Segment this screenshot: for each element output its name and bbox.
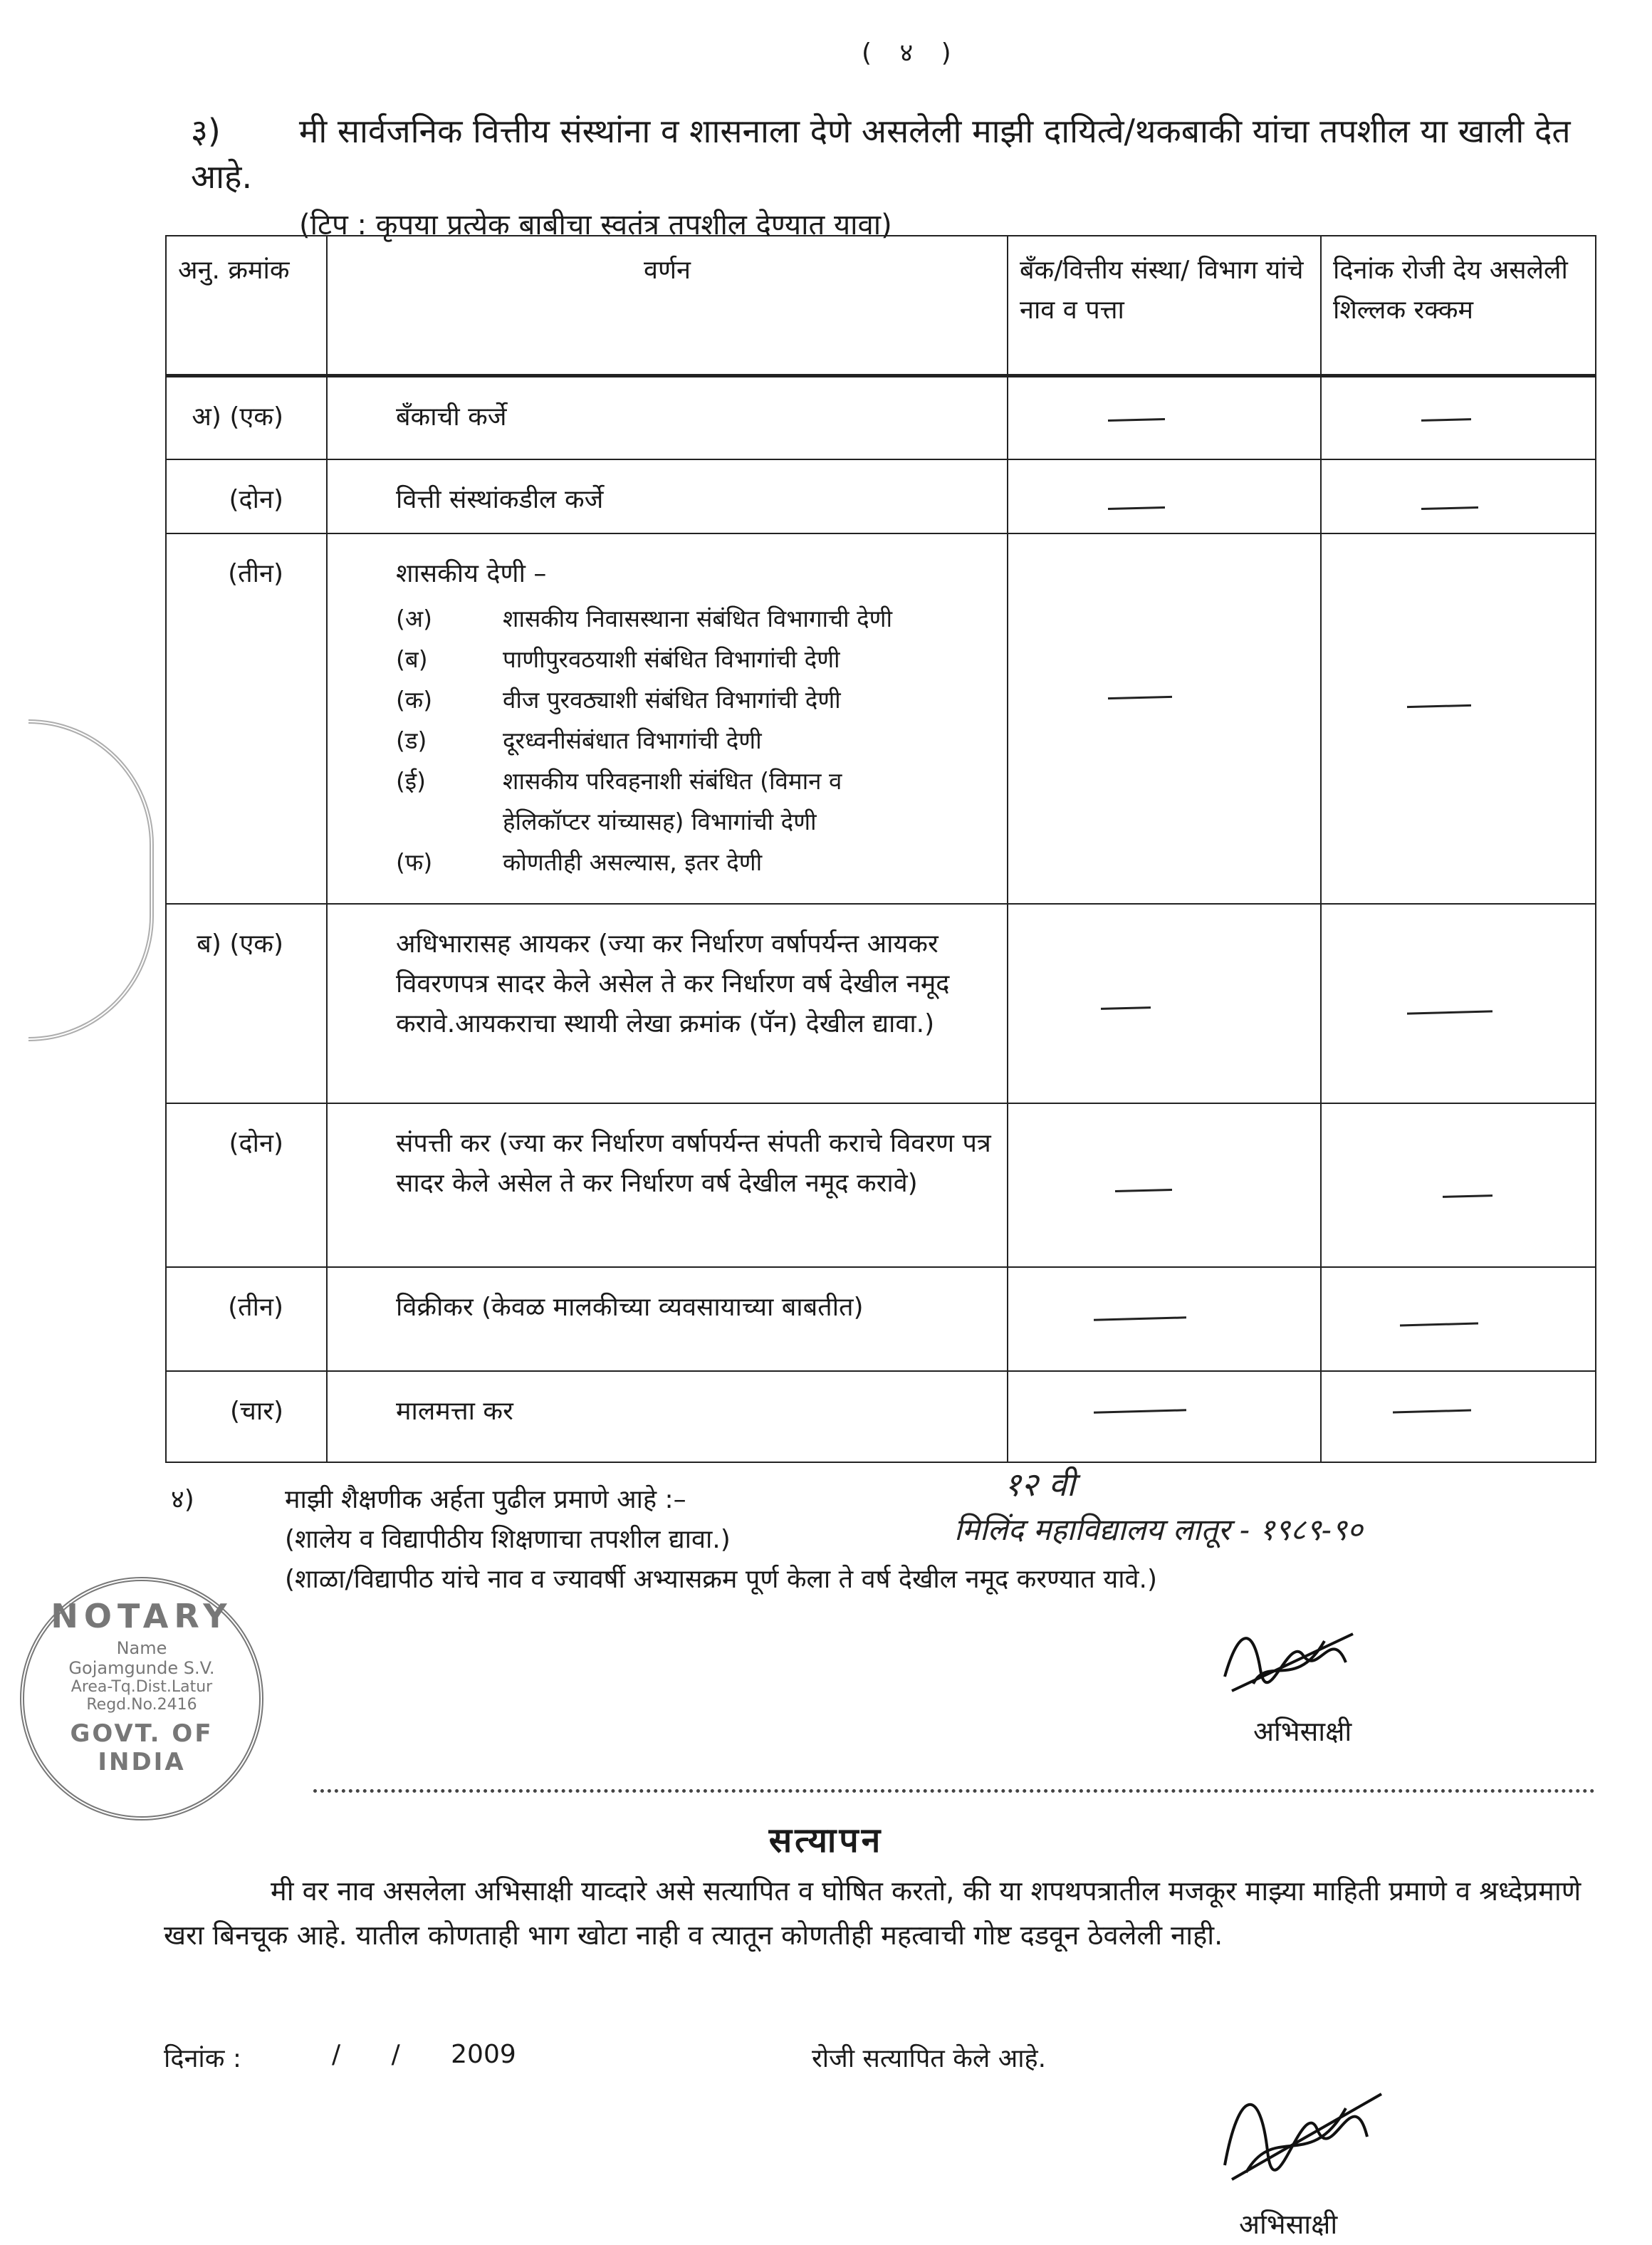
row-serial: (तीन) [228,1293,283,1322]
sub-item: (अ) शासकीय निवासस्थाना संबंधित विभागाची देणी [396,605,893,632]
blank-dash [1108,506,1165,510]
section-3-intro [191,108,1608,199]
signature-2 [1211,2066,1396,2187]
blank-dash [1443,1194,1492,1198]
blank-dash [1094,1409,1186,1413]
header-description: वर्णन [327,236,1008,375]
handwritten-college: मिलिंद महाविद्यालय लातूर - १९८९-९० [954,1512,1363,1547]
deponent-label-1: अभिसाक्षी [1253,1716,1352,1747]
sub-item: (क) वीज पुरवठ्याशी संबंधित विभागांची देणी [396,686,841,714]
row-description: संपत्ती कर (ज्या कर निर्धारण वर्षापर्यन्त संपती कराचे विवरण पत्र सादर केले असेल ते कर निर्धारण वर्ष देखील नमूद करावे) [396,1129,991,1198]
blank-dash [1400,1323,1478,1327]
blank-dash [1101,1006,1151,1010]
blank-dash [1393,1410,1471,1414]
table-row [166,1103,1596,1267]
dotted-divider [313,1789,1595,1793]
deponent-label-2: अभिसाक्षी [1239,2209,1338,2240]
section-4-line3: (शाळा/विद्यापीठ यांचे नाव व ज्यावर्षी अभ्यासक्रम पूर्ण केला ते वर्ष देखील नमूद करण्यात यावे.) [285,1565,1158,1594]
section-3-number: ३) [191,112,221,150]
row-serial: (दोन) [229,1129,283,1158]
blank-dash [1407,704,1471,708]
blank-dash [1108,696,1172,699]
row-description: बँकाची कर्जे [396,402,507,432]
verification-body: मी वर नाव असलेला अभिसाक्षी याव्दारे असे सत्यापित व घोषित करतो, की या शपथपत्रातील मजकूर माझ्या माहिती प्रमाणे व श्रध्देप्रमाणे खरा बिनचूक आहे. यातील कोणताही भाग खोटा नाही व त्यातून कोणतीही महत्वाची गोष्ट दडवून ठेवलेली नाही. [164,1875,1582,1951]
blank-dash [1421,418,1471,422]
row-serial: (चार) [230,1397,283,1426]
blank-dash [1421,506,1478,510]
row-description: मालमत्ता कर [396,1397,513,1426]
liabilities-table [165,235,1596,1463]
header-bank: बँक/वित्तीय संस्था/ विभाग यांचे नाव व पत्ता [1008,236,1321,375]
verified-text: रोजी सत्यापित केले आहे. [812,2044,1047,2073]
row-description: वित्ती संस्थांकडील कर्जे [396,485,604,514]
section-4-line1: माझी शैक्षणीक अर्हता पुढील प्रमाणे आहे :– [285,1485,686,1514]
header-serial: अनु. क्रमांक [166,236,327,375]
sub-item: (ब) पाणीपुरवठयाशी संबंधित विभागांची देणी [396,645,840,673]
row-serial: (तीन) [228,559,283,588]
row-serial: ब) (एक) [197,929,283,959]
row-description: विक्रीकर (केवळ मालकीच्या व्यवसायाच्या बाबतीत) [396,1293,864,1322]
table-row [166,904,1596,1103]
blank-dash [1115,1189,1172,1192]
sub-item: (ड) दूरध्वनीसंबंधात विभागांची देणी [396,726,762,754]
table-row [166,533,1596,904]
section-3-note: (टिप : कृपया प्रत्येक बाबीचा स्वतंत्र तपशील देण्यात यावा) [299,209,892,241]
section-3-text: मी सार्वजनिक वित्तीय संस्थांना व शासनाला देणे असलेली माझी दायित्वे/थकबाकी यांचा तपशील या खाली देत आहे. [191,112,1571,196]
date-value: / / 2009 [332,2040,516,2069]
table-row [166,1267,1596,1371]
date-label: दिनांक : [164,2044,241,2073]
row-serial: अ) (एक) [192,402,283,432]
table-row [166,1371,1596,1462]
row-description: अधिभारासह आयकर (ज्या कर निर्धारण वर्षापर्यन्त आयकर विवरणपत्र सादर केले असेल ते कर निर्धारण वर्ष देखील नमूद करावे.आयकराचा स्थायी लेखा क्रमांक (पॅन) देखील द्यावा.) [396,929,950,1038]
table-row [166,459,1596,533]
handwritten-grade: १२ वी [1004,1465,1075,1504]
table-row [166,375,1596,459]
row-serial: (दोन) [229,485,283,514]
header-amount: दिनांक रोजी देय असलेली शिल्लक रक्कम [1321,236,1596,375]
row-description: शासकीय देणी – [396,559,547,588]
verification-title: सत्यापन [768,1821,884,1860]
section-4-number: ४) [171,1485,194,1514]
section-4-line2: (शालेय व विद्यापीठीय शिक्षणाचा तपशील द्यावा.) [285,1525,731,1554]
blank-dash [1094,1316,1186,1321]
sub-item: (ई) शासकीय परिवहनाशी संबंधित (विमान व [396,767,842,795]
page-number: ( ४ ) [862,38,961,68]
blank-dash [1108,417,1165,421]
sub-item: (फ) कोणतीही असल्यास, इतर देणी [396,848,763,876]
sub-item: हेलिकॉप्टर यांच्यासह) विभागांची देणी [503,808,817,835]
blank-dash [1407,1010,1492,1014]
notary-stamp: NOTARY Name Gojamgunde S.V. Area-Tq.Dist.Latur Regd.No.2416 GOVT. OF INDIA [20,1577,263,1821]
partial-notary-stamp [28,719,154,1041]
signature-1 [1211,1613,1367,1705]
